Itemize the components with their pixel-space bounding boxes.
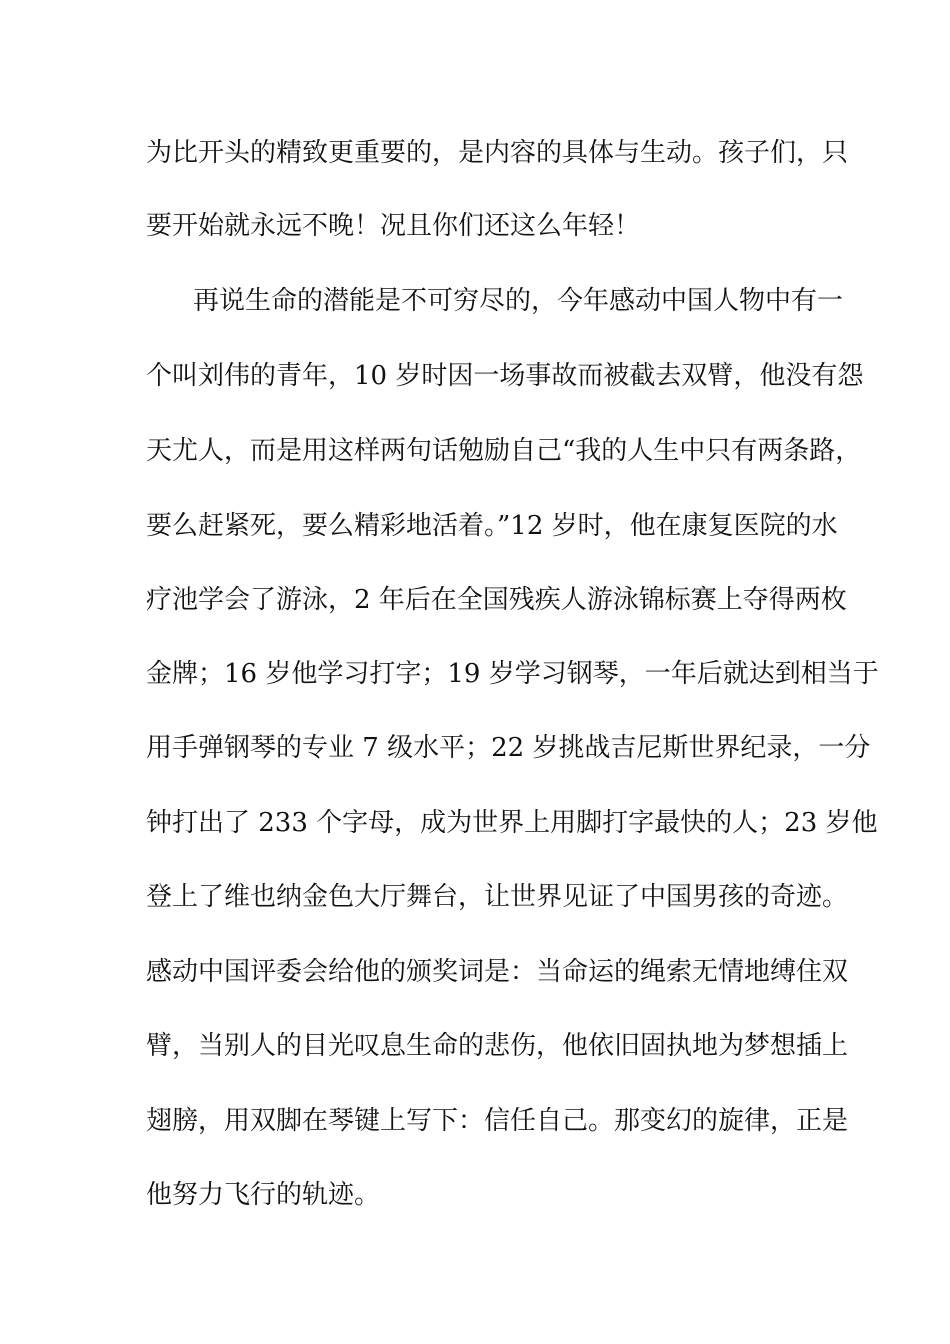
text-line-5: 天尤人，而是用这样两句话勉励自己“我的人生中只有两条路， — [146, 436, 862, 466]
text-line-6: 要么赶紧死，要么精彩地活着。”12 岁时，他在康复医院的水 — [146, 511, 838, 541]
text-line-11: 登上了维也纳金色大厅舞台，让世界见证了中国男孩的奇迹。 — [146, 882, 849, 912]
text-line-8: 金牌；16 岁他学习打字；19 岁学习钢琴，一年后就达到相当于 — [146, 659, 879, 689]
text-line-10: 钟打出了 233 个字母，成为世界上用脚打字最快的人；23 岁他 — [146, 808, 878, 838]
text-line-9: 用手弹钢琴的专业 7 级水平；22 岁挑战吉尼斯世界纪录，一分 — [146, 733, 871, 763]
text-line-13: 臂，当别人的目光叹息生命的悲伤，他依旧固执地为梦想插上 — [146, 1031, 849, 1061]
text-line-1: 为比开头的精致更重要的，是内容的具体与生动。孩子们，只 — [146, 138, 849, 168]
text-line-2: 要开始就永远不晚！况且你们还这么年轻！ — [146, 211, 641, 241]
text-line-15: 他努力飞行的轨迹。 — [146, 1180, 381, 1210]
text-line-14: 翅膀，用双脚在琴键上写下：信任自己。那变幻的旋律，正是 — [146, 1106, 849, 1136]
text-line-7: 疗池学会了游泳，2 年后在全国残疾人游泳锦标赛上夺得两枚 — [146, 585, 847, 615]
text-line-4: 个叫刘伟的青年，10 岁时因一场事故而被截去双臂，他没有怨 — [146, 361, 864, 391]
text-line-12: 感动中国评委会给他的颁奖词是：当命运的绳索无情地缚住双 — [146, 957, 849, 987]
paragraph-start-line: 再说生命的潜能是不可穷尽的，今年感动中国人物中有一 — [193, 286, 844, 316]
